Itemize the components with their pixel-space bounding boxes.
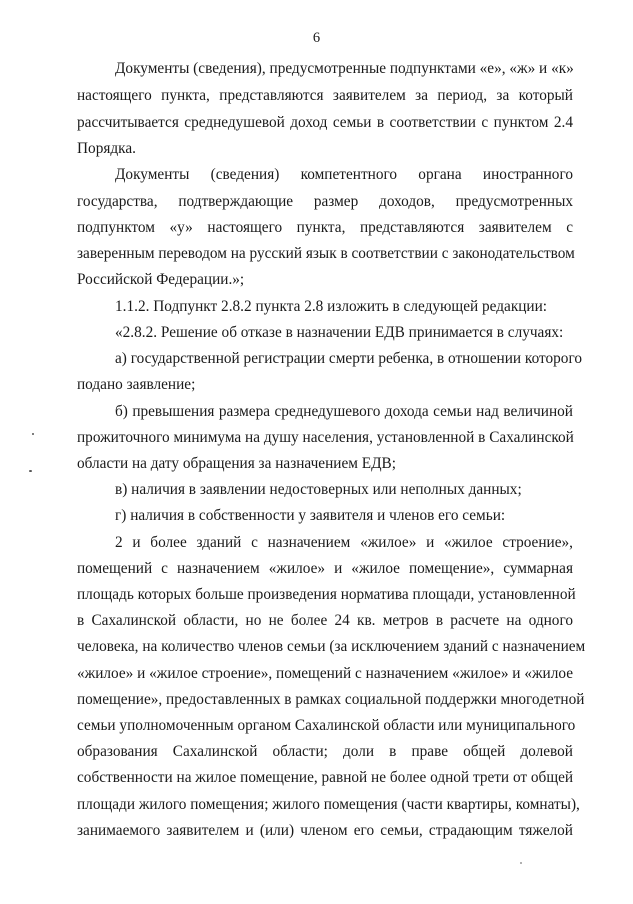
text-line: государства, подтверждающие размер доходов, предусмотренных — [77, 193, 573, 210]
text-line: человека, на количество членов семьи (за исключением зданий с назначением — [77, 638, 586, 655]
text-line: Российской Федерации.»; — [77, 271, 245, 288]
text-line: Документы (сведения), предусмотренные подпунктами «е», «ж» и «к» — [115, 60, 574, 77]
text-line: рассчитывается среднедушевой доход семьи в соответствии с пунктом 2.4 — [77, 114, 573, 131]
text-line: занимаемого заявителем и (или) членом его семьи, страдающим тяжелой — [77, 822, 573, 839]
text-line: образования Сахалинской области; доли в праве общей долевой — [77, 743, 573, 760]
scan-speck — [29, 470, 32, 472]
scan-speck — [32, 433, 34, 435]
text-line: площади жилого помещения; жилого помещения (части квартиры, комнаты), — [77, 796, 580, 813]
text-line: подано заявление; — [77, 376, 196, 393]
text-line: прожиточного минимума на душу населения, установленной в Сахалинской — [77, 429, 574, 446]
text-line: Документы (сведения) компетентного органа иностранного — [115, 166, 573, 183]
text-line: заверенным переводом на русский язык в соответствии с законодательством — [77, 245, 575, 262]
text-line: в) наличия в заявлении недостоверных или неполных данных; — [115, 481, 522, 498]
page-number: 6 — [312, 30, 321, 46]
text-line: настоящего пункта, представляются заявителем за период, за который — [77, 87, 573, 104]
text-line: помещений с назначением «жилое» и «жилое помещение», суммарная — [77, 560, 573, 577]
text-line: б) превышения размера среднедушевого дохода семьи над величиной — [115, 403, 573, 420]
text-line: г) наличия в собственности у заявителя и членов его семьи: — [115, 507, 506, 524]
scan-speck — [520, 862, 522, 864]
text-line: помещение», предоставленных в рамках социальной поддержки многодетной — [77, 691, 585, 708]
text-line: в Сахалинской области, но не более 24 кв. метров в расчете на одного — [77, 612, 573, 629]
text-line: 2 и более зданий с назначением «жилое» и «жилое строение», — [115, 534, 573, 551]
text-line: площадь которых больше произведения норматива площади, установленной — [77, 586, 576, 603]
text-line: а) государственной регистрации смерти ребенка, в отношении которого — [115, 350, 583, 367]
text-line: семьи уполномоченным органом Сахалинской области или муниципального — [77, 717, 576, 734]
text-line: Порядка. — [77, 140, 136, 157]
text-line: подпунктом «у» настоящего пункта, представляются заявителем с — [77, 219, 573, 236]
text-line: собственности на жилое помещение, равной не более одной трети от общей — [77, 769, 574, 786]
text-line: 1.1.2. Подпункт 2.8.2 пункта 2.8 изложить в следующей редакции: — [115, 298, 548, 315]
text-line: «2.8.2. Решение об отказе в назначении ЕДВ принимается в случаях: — [115, 324, 564, 341]
text-line: области на дату обращения за назначением ЕДВ; — [77, 455, 396, 472]
text-line: «жилое» и «жилое строение», помещений с назначением «жилое» и «жилое — [77, 665, 573, 682]
